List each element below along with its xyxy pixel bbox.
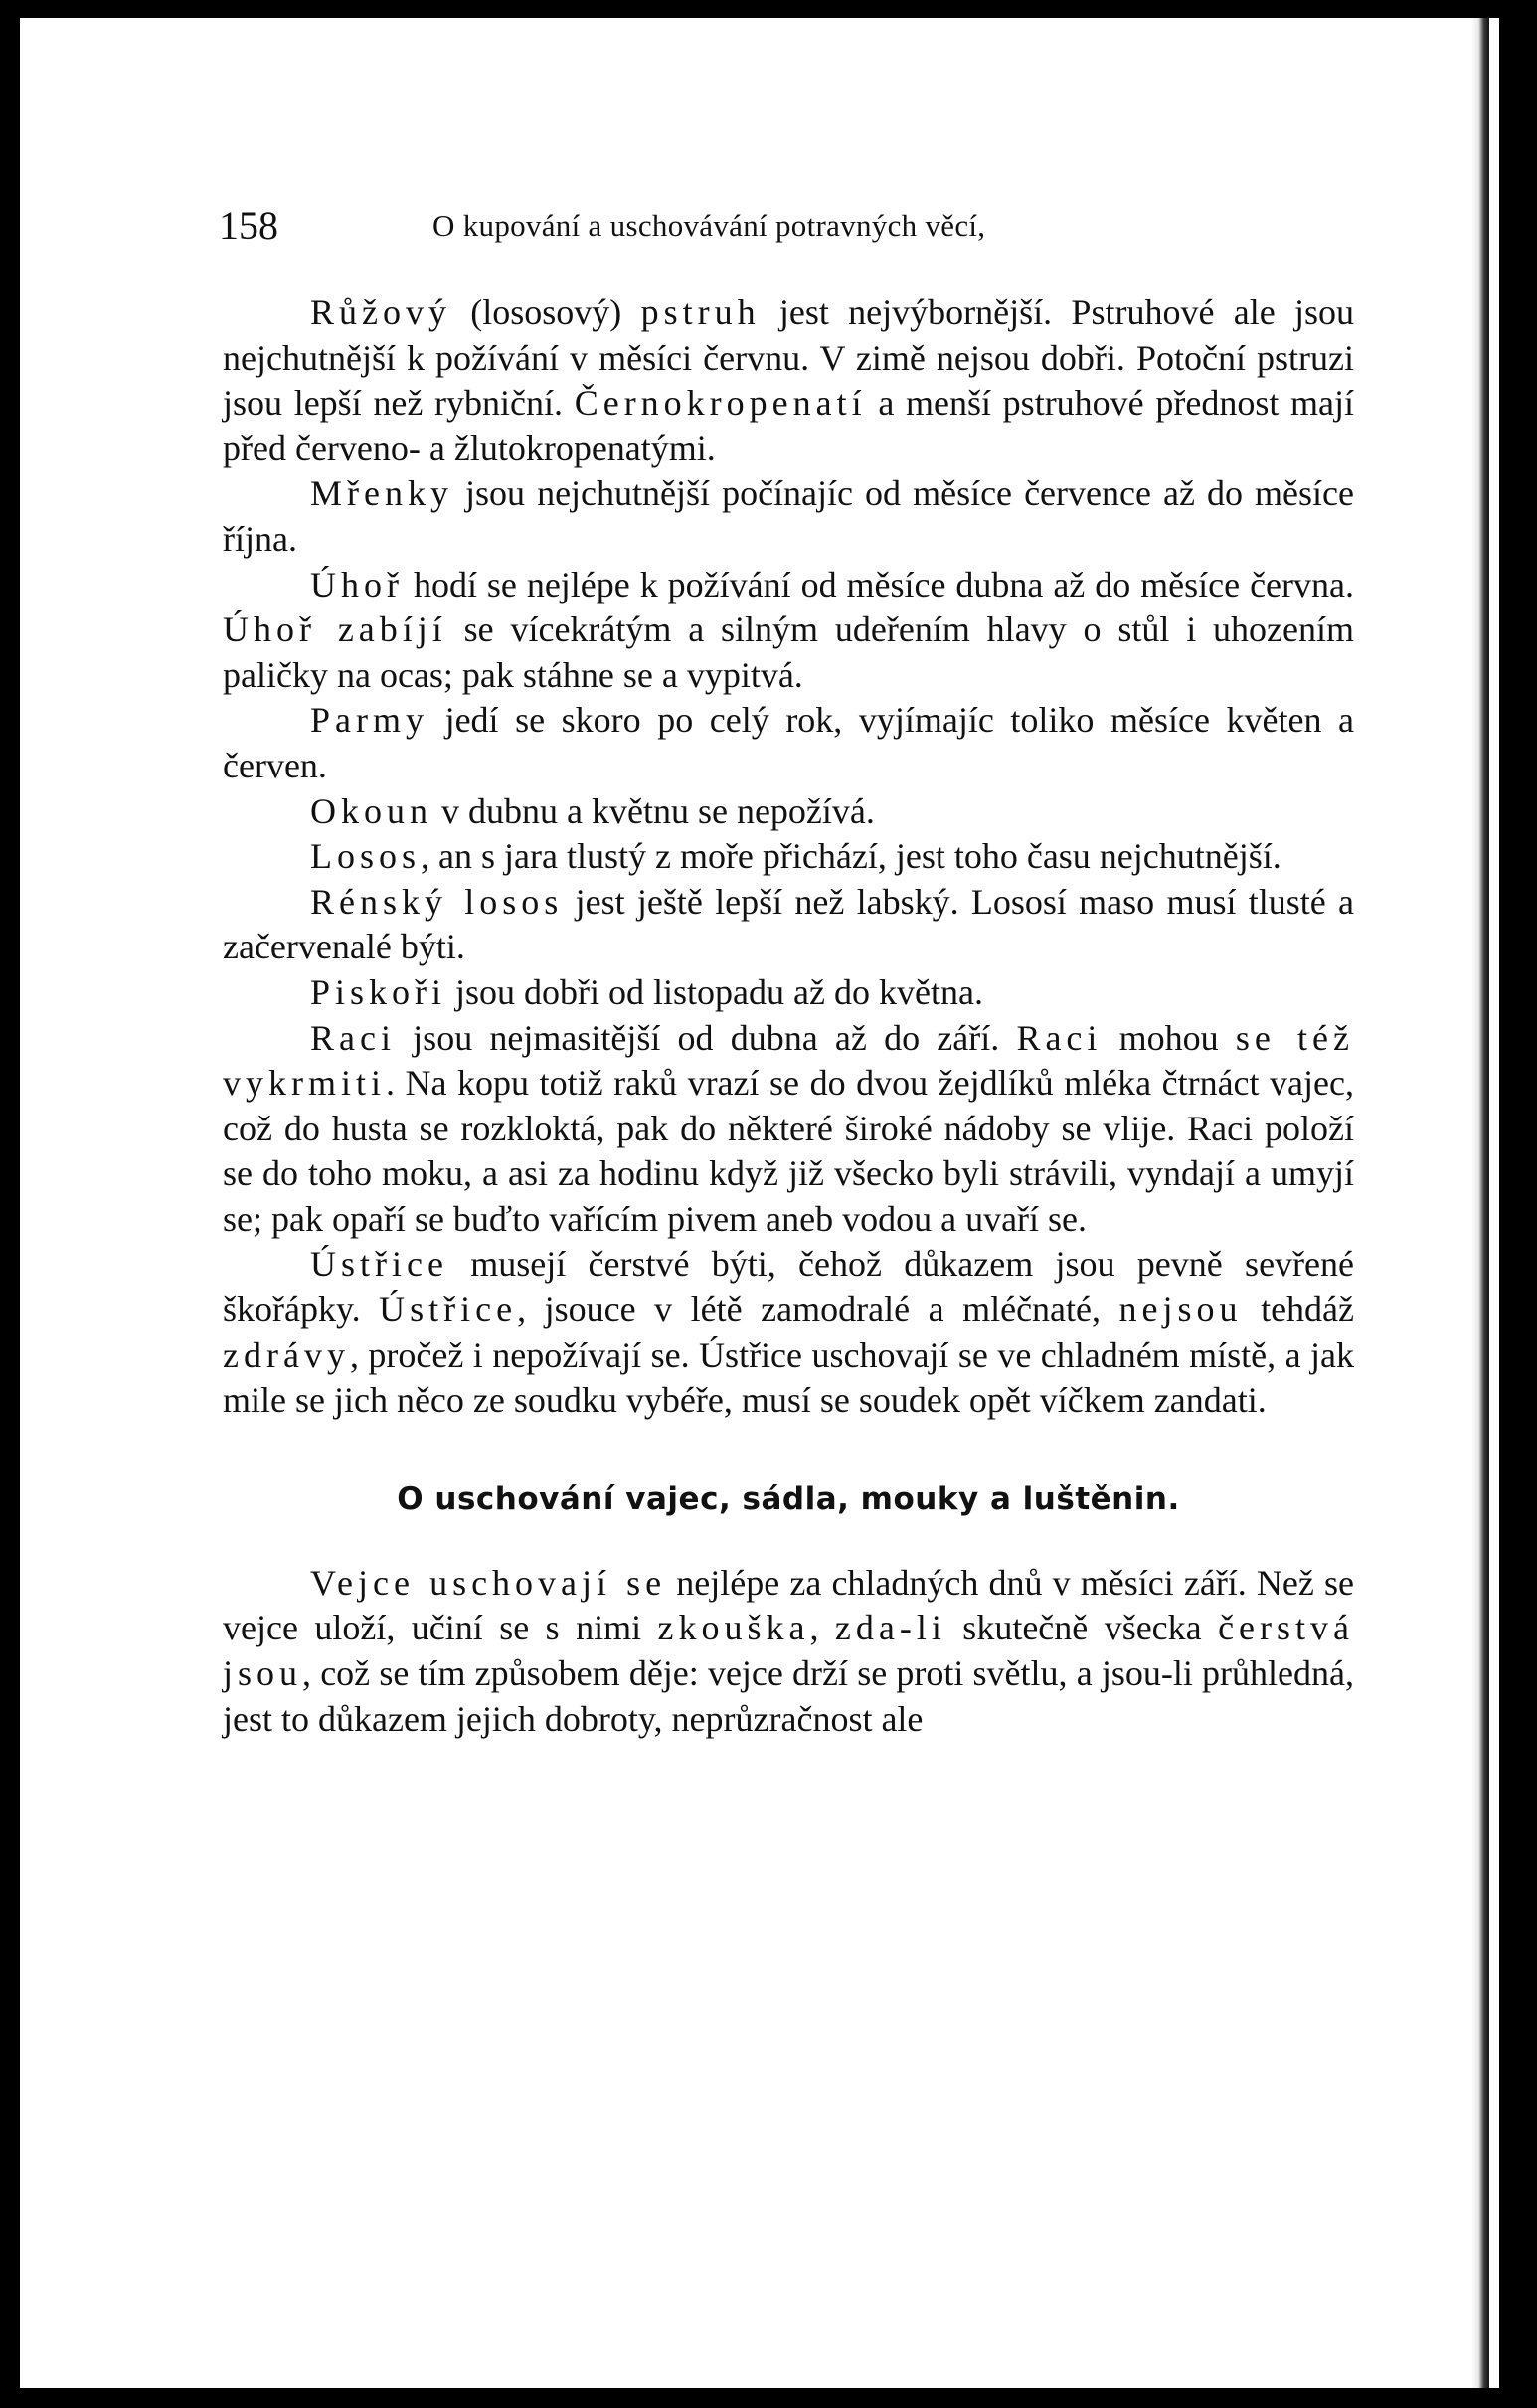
text-run: jsou nejmasitější od dubna až do září. (395, 1017, 1017, 1058)
text-run: jest ještě lepší než labský. Lososí maso musí tlusté a začervenalé býti. (223, 881, 1355, 967)
spaced-emphasis: čerstvá jsou (223, 1608, 1355, 1694)
text-run: , (809, 1608, 835, 1648)
spaced-emphasis: Raci (1016, 1017, 1103, 1058)
text-run: . Na kopu totiž raků vrazí se do dvou žejdlíků mléka čtrnáct vajec, což do husta se rozkloktá, pak do některé široké nádoby se vlije. Raci položí se do toho moku, a asi za hodinu když již všecko byli strávili, vyndají a umyjí se; pak opaří se buďto vařícím pivem aneb vodou a uvaří se. (223, 1063, 1354, 1239)
body-text (223, 290, 1354, 1742)
spaced-emphasis: Parmy (310, 700, 428, 741)
paragraph (223, 789, 1354, 835)
book-page (20, 18, 1499, 2388)
spaced-emphasis: Mřenky (310, 473, 453, 514)
final-paragraph (223, 1561, 1354, 1742)
text-run: , an s jara tlustý z moře přichází, jest toho času nejchutnější. (421, 836, 1281, 877)
text-run: jest nejvýbornější. Pstruhové ale jsou nejchutnější k požívání v měsíci červnu. V zimě nejsou dobři. Potoční pstruzi jsou lepší než rybniční. (223, 292, 1354, 424)
text-run: , jsouce v létě zamodralé a mléčnaté, (517, 1290, 1119, 1330)
text-run: v dubnu a květnu se nepožívá. (432, 790, 875, 831)
text-run: a menší pstruhové přednost mají před červeno- a žlutokropenatými. (223, 383, 1354, 468)
spaced-emphasis: zkouška (657, 1608, 810, 1648)
spaced-emphasis: Ústřice (379, 1290, 518, 1330)
paragraph (223, 880, 1354, 970)
page-number: 158 (219, 203, 278, 248)
paragraph (223, 290, 1354, 471)
spaced-emphasis: zda-li (834, 1608, 946, 1648)
spaced-emphasis: Rénský losos (310, 881, 564, 922)
spaced-emphasis: zdrávy (223, 1334, 350, 1375)
paragraph (223, 1016, 1354, 1243)
paragraph-list (223, 290, 1354, 1424)
paragraph (223, 471, 1354, 562)
text-run: , pročež i nepožívají se. Ústřice uschovají se ve chladném místě, a jak mile se jich něco ze soudku vybéře, musí se soudek opět víčkem zandati. (223, 1334, 1354, 1421)
paragraph (223, 970, 1354, 1016)
spaced-emphasis: nejsou (1118, 1290, 1243, 1330)
spaced-emphasis: Okoun (310, 790, 432, 831)
text-run: nejlépe za chladných dnů v měsíci září. Než se vejce uloží, učiní se s nimi (223, 1562, 1355, 1648)
spaced-emphasis: pstruh (640, 292, 761, 332)
paragraph (223, 834, 1354, 880)
text-run: , což se tím způsobem děje: vejce drží se proti světlu, a jsou-li průhledná, jest to důkazem jejich dobroty, neprůzračnost ale (223, 1653, 1354, 1739)
text-run: hodí se nejlépe k požívání od měsíce dubna až do měsíce června. (404, 564, 1354, 604)
paragraph (223, 1242, 1354, 1423)
text-run: musejí čerstvé býti, čehož důkazem jsou pevně sevřené škořápky. (223, 1244, 1354, 1330)
spaced-emphasis: Ústřice (310, 1244, 448, 1285)
spaced-emphasis: Vejce uschovají se (310, 1562, 667, 1603)
text-run: jsou nejchutnější počínajíc od měsíce července až do měsíce října. (223, 473, 1354, 559)
section-heading: O uschování vajec, sádla, mouky a luštěnin. (397, 1480, 1180, 1517)
paragraph (223, 563, 1354, 699)
spaced-emphasis: Černokropenatí (574, 383, 867, 424)
spaced-emphasis: Růžový (310, 292, 451, 332)
text-run: mohou (1102, 1017, 1236, 1058)
page-binding-edge (1471, 18, 1489, 2388)
running-title: O kupování a uschovávání potravných věcí, (432, 208, 986, 243)
text-run: skutečně všecka (945, 1608, 1219, 1648)
text-run: tehdáž (1242, 1290, 1355, 1330)
text-run: jsou dobři od listopadu až do května. (446, 971, 983, 1012)
spaced-emphasis: Úhoř (310, 564, 404, 604)
spaced-emphasis: Úhoř zabíjí (223, 609, 447, 650)
spaced-emphasis: Piskoři (310, 971, 447, 1012)
spaced-emphasis: Losos (310, 836, 422, 877)
text-run: (lososový) (451, 292, 641, 332)
text-run: jedí se skoro po celý rok, vyjímajíc toliko měsíce květen a červen. (223, 700, 1354, 785)
text-run: se vícekrátým a silným udeřením hlavy o stůl i uhozením paličky na ocas; pak stáhne se a vypitvá. (223, 609, 1354, 695)
paragraph (223, 698, 1354, 788)
page-header (219, 203, 1362, 253)
spaced-emphasis: se též vykrmiti (223, 1017, 1354, 1104)
spaced-emphasis: Raci (310, 1017, 396, 1058)
